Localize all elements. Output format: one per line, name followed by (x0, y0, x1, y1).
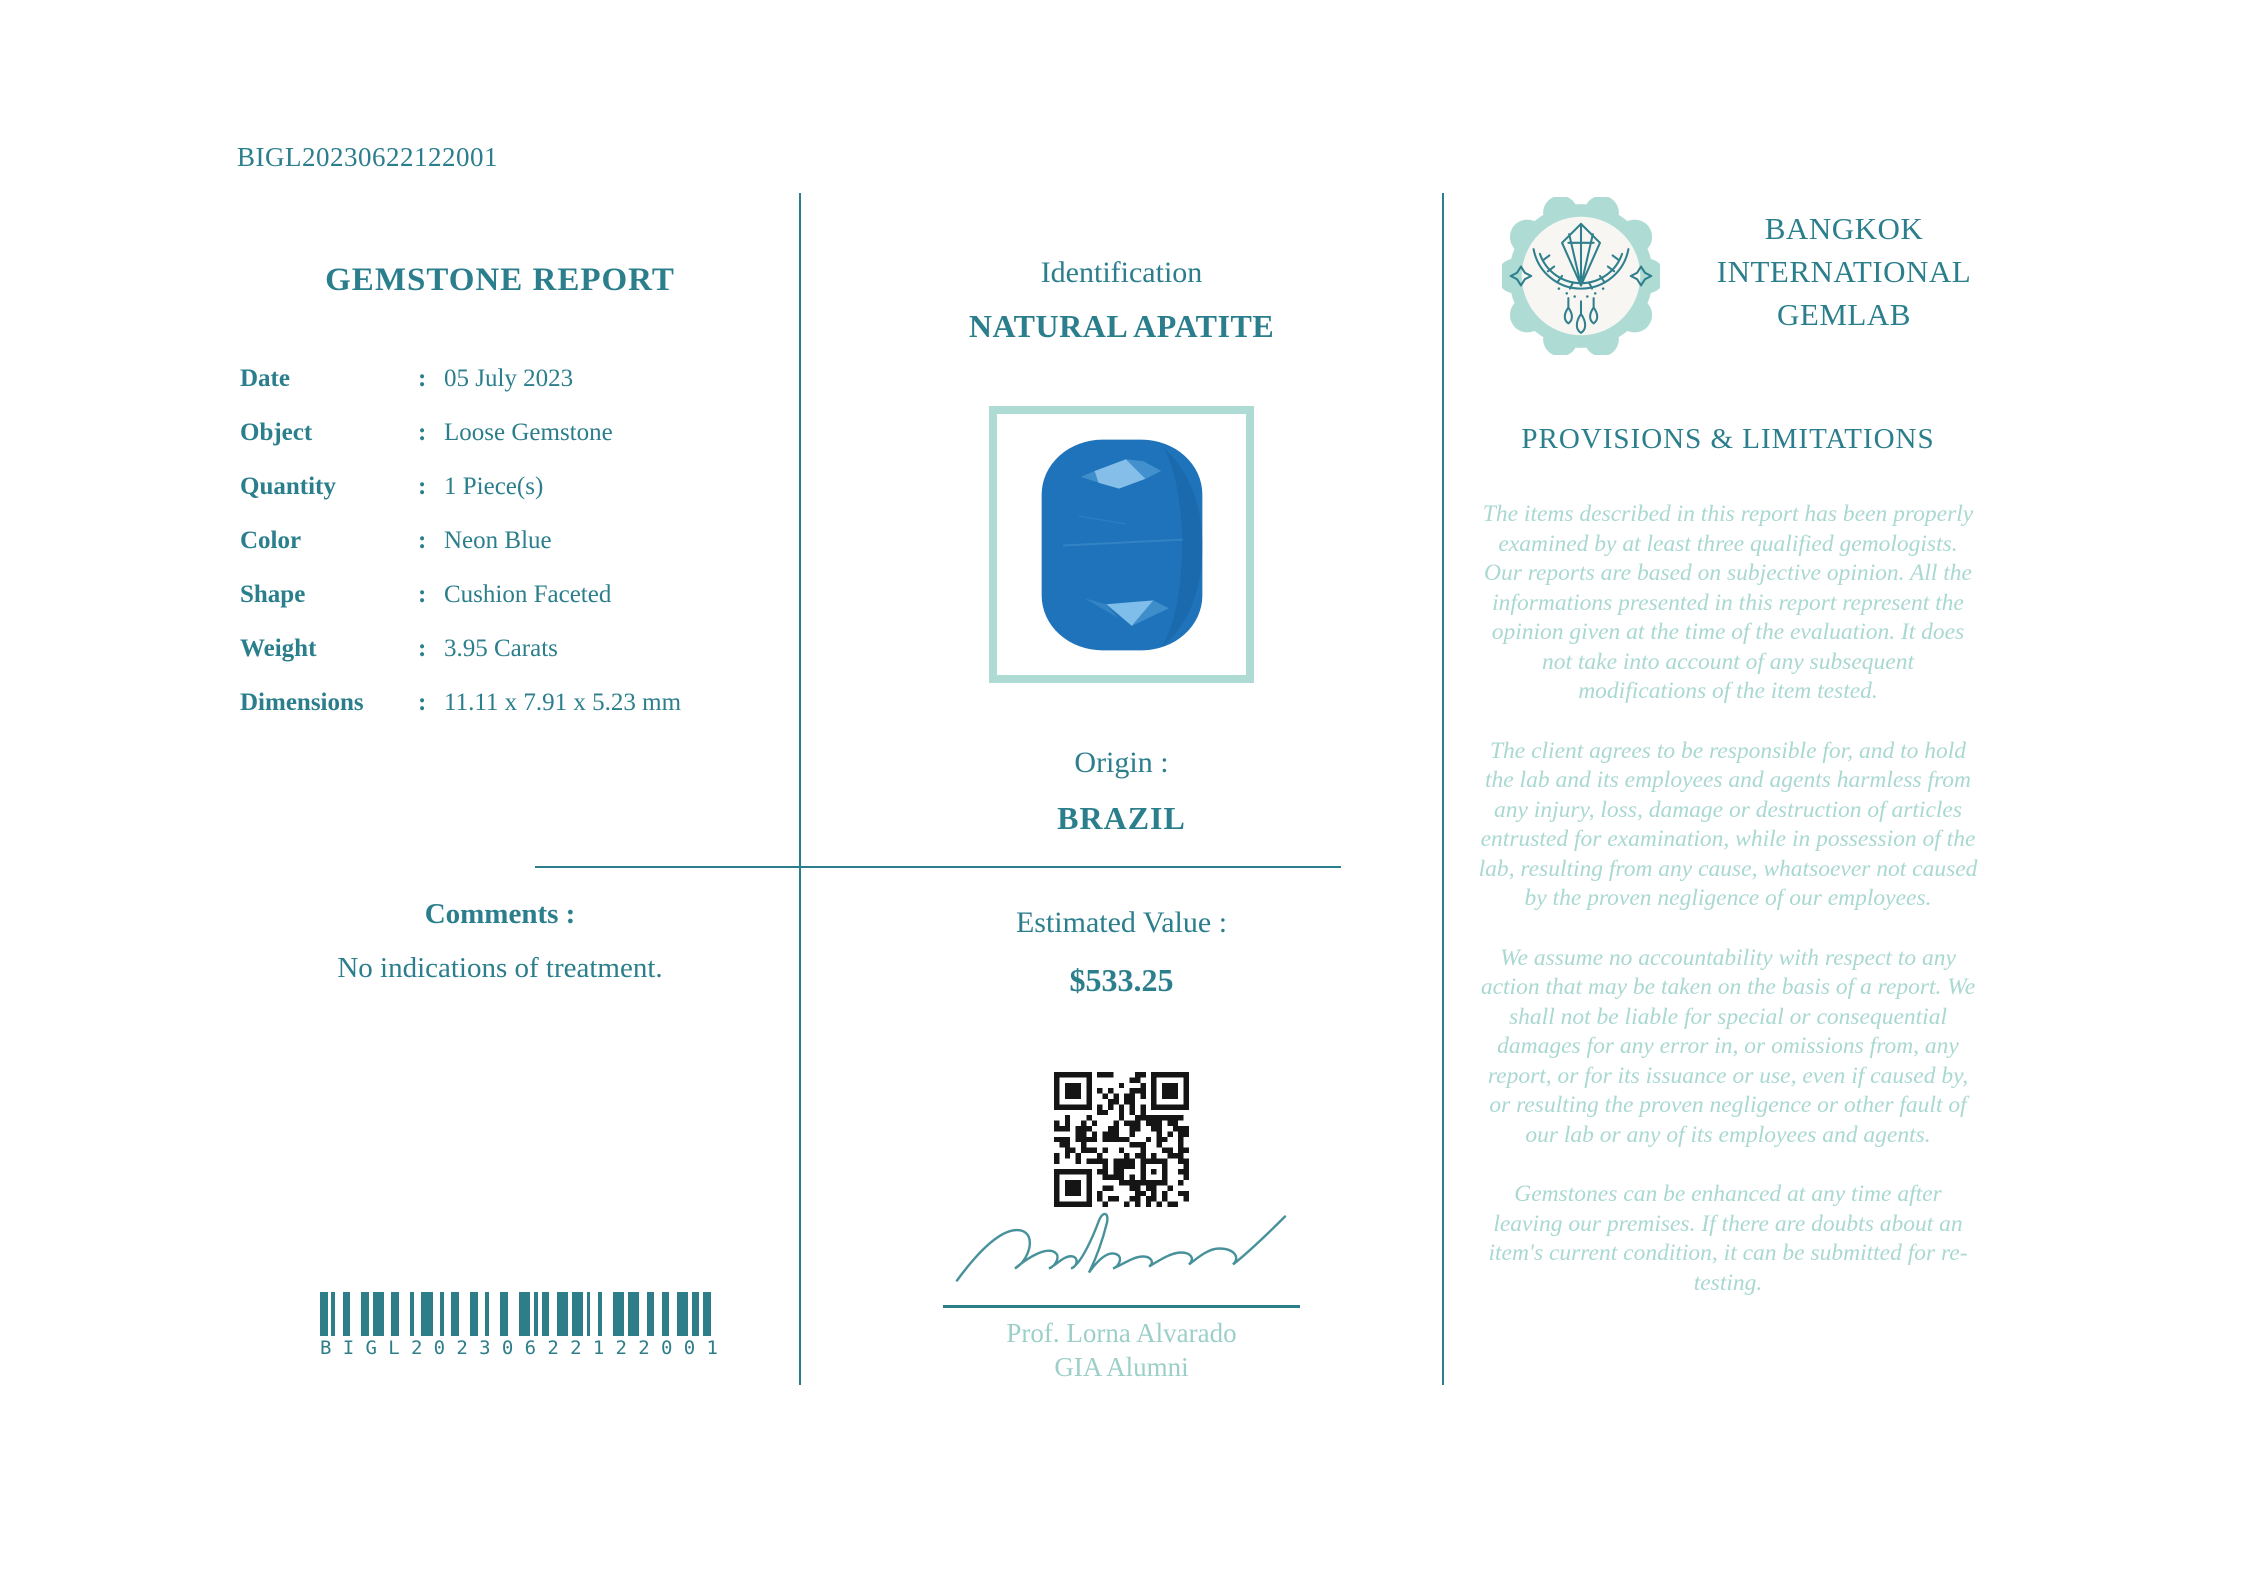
barcode-char: G (365, 1337, 377, 1359)
gemstone-photo (1024, 427, 1220, 663)
barcode-char: 2 (456, 1337, 468, 1359)
barcode-space (590, 1292, 598, 1336)
field-separator: : (418, 635, 427, 662)
lab-name-line-1: BANGKOK (1764, 211, 1924, 246)
barcode-space (433, 1292, 441, 1336)
identification-heading: Identification (1040, 256, 1203, 289)
barcode-char: 1 (706, 1337, 718, 1359)
barcode-char: 2 (547, 1337, 559, 1359)
barcode-bar (613, 1292, 624, 1336)
provisions-text (1478, 500, 1978, 1328)
field-label-weight: Weight (240, 635, 317, 662)
provisions-paragraph-4: Gemstones can be enhanced at any time after leaving our premises. If there are doubts about an item's current condition, it can be submitted for re-testing. (1488, 1181, 1968, 1296)
report-title: GEMSTONE REPORT (325, 262, 675, 298)
lab-column (1444, 0, 2012, 1586)
field-value-shape: Cushion Faceted (444, 581, 612, 608)
barcode-char: B (320, 1337, 332, 1359)
barcode-space (459, 1292, 470, 1336)
barcode-space (654, 1292, 662, 1336)
barcode-bar (343, 1292, 351, 1336)
estimated-value-amount: $533.25 (1069, 962, 1174, 998)
signatory-name: Prof. Lorna Alvarado (1006, 1318, 1237, 1348)
field-separator: : (418, 365, 427, 392)
barcode-bar (692, 1292, 700, 1336)
signature (951, 1206, 1291, 1302)
barcode-char: L (388, 1337, 400, 1359)
barcode-space (639, 1292, 647, 1336)
lab-name-line-2: INTERNATIONAL (1716, 254, 1972, 289)
barcode-bar (519, 1292, 530, 1336)
barcode-char: 3 (479, 1337, 491, 1359)
field-label-date: Date (240, 365, 290, 392)
field-separator: : (418, 419, 427, 446)
value-divider (901, 866, 1341, 868)
barcode-char: 0 (683, 1337, 696, 1359)
qr-code (1054, 1072, 1189, 1207)
field-value-object: Loose Gemstone (444, 419, 613, 446)
barcode-bar (628, 1292, 639, 1336)
provisions-paragraph-1: The items described in this report has been properly examined by at least three qualified gemologists. Our reports are based on subjective opinion. All the informations presented in this report represent the opinion given at the time of the evaluation. It does not take into account of any subsequent modifications of the item tested. (1482, 501, 1974, 704)
barcode-space (478, 1292, 486, 1336)
signatory-title: GIA Alumni (1054, 1352, 1189, 1382)
barcode-space (350, 1292, 361, 1336)
field-label-quantity: Quantity (240, 473, 336, 500)
barcode-space (399, 1292, 410, 1336)
barcode-bar (703, 1292, 711, 1336)
barcode-space (711, 1292, 719, 1336)
barcode-space (444, 1292, 452, 1336)
field-separator: : (418, 581, 427, 608)
field-separator: : (418, 689, 427, 716)
identification-column (801, 0, 1442, 1586)
field-label-object: Object (240, 419, 313, 446)
field-value-quantity: 1 Piece(s) (444, 473, 544, 500)
field-value-weight: 3.95 Carats (444, 635, 558, 662)
provisions-heading: PROVISIONS & LIMITATIONS (1521, 423, 1935, 455)
field-separator: : (418, 527, 427, 554)
barcode (320, 1292, 718, 1359)
barcode-bar (542, 1292, 550, 1336)
barcode-text (320, 1337, 718, 1359)
species-name: NATURAL APATITE (968, 308, 1275, 344)
barcode-space (602, 1292, 613, 1336)
barcode-space (508, 1292, 519, 1336)
field-separator: : (418, 473, 427, 500)
barcode-space (414, 1292, 422, 1336)
field-label-dimensions: Dimensions (240, 689, 364, 716)
barcode-bar (677, 1292, 688, 1336)
barcode-space (384, 1292, 392, 1336)
report-fields-table (240, 352, 760, 730)
barcode-char: I (342, 1337, 355, 1359)
field-value-date: 05 July 2023 (444, 365, 574, 392)
field-value-dimensions: 11.11 x 7.91 x 5.23 mm (444, 689, 682, 716)
barcode-space (549, 1292, 557, 1336)
barcode-bar (391, 1292, 399, 1336)
provisions-paragraph-3: We assume no accountability with respect to any action that may be taken on the basis of a report. We shall not be liable for special or consequential damages for any error in, or omissions from, any report, or for its issuance or use, even if caused by, or resulting the proven negligence or other fault of our lab or any of its employees and agents. (1480, 944, 1976, 1148)
field-label-shape: Shape (240, 581, 306, 608)
barcode-bar (647, 1292, 655, 1336)
barcode-char: 2 (570, 1337, 582, 1359)
lab-name (1679, 207, 2009, 336)
field-label-color: Color (240, 527, 302, 554)
barcode-space (489, 1292, 500, 1336)
origin-value: BRAZIL (1057, 800, 1186, 836)
report-column (240, 0, 760, 1586)
barcode-space (335, 1292, 343, 1336)
lab-name-line-3: GEMLAB (1777, 297, 1911, 332)
barcode-char: 0 (661, 1337, 673, 1359)
barcode-bar (421, 1292, 432, 1336)
barcode-space (669, 1292, 677, 1336)
barcode-bar (557, 1292, 568, 1336)
barcode-bar (662, 1292, 670, 1336)
field-value-color: Neon Blue (444, 527, 552, 554)
barcode-bar (361, 1292, 369, 1336)
barcode-char: 0 (433, 1337, 446, 1359)
barcode-bar (373, 1292, 384, 1336)
comments-label: Comments : (424, 898, 576, 930)
barcode-bars (320, 1292, 718, 1336)
gemlab-badge-icon (1502, 197, 1660, 355)
barcode-char: 2 (410, 1337, 423, 1359)
gemstone-photo-frame (989, 406, 1254, 683)
barcode-bar (451, 1292, 459, 1336)
origin-label: Origin : (1074, 746, 1169, 779)
report-number: BIGL20230622122001 (237, 142, 498, 172)
barcode-char: 2 (615, 1337, 627, 1359)
barcode-char: 0 (501, 1337, 514, 1359)
barcode-char: 6 (524, 1337, 537, 1359)
barcode-bar (500, 1292, 508, 1336)
barcode-bar (572, 1292, 583, 1336)
barcode-char: 1 (592, 1337, 605, 1359)
barcode-char: 2 (638, 1337, 650, 1359)
estimated-value-label: Estimated Value : (1015, 906, 1228, 939)
barcode-bar (470, 1292, 478, 1336)
comments-text: No indications of treatment. (337, 952, 663, 984)
provisions-paragraph-2: The client agrees to be responsible for, and to hold the lab and its employees and agents harmless from any injury, loss, damage or destruction of articles entrusted for examination, while in possession of the lab, resulting from any cause, whatsoever not caused by the proven negligence of our employees. (1478, 737, 1978, 911)
signature-line (943, 1305, 1300, 1308)
barcode-bar (320, 1292, 328, 1336)
